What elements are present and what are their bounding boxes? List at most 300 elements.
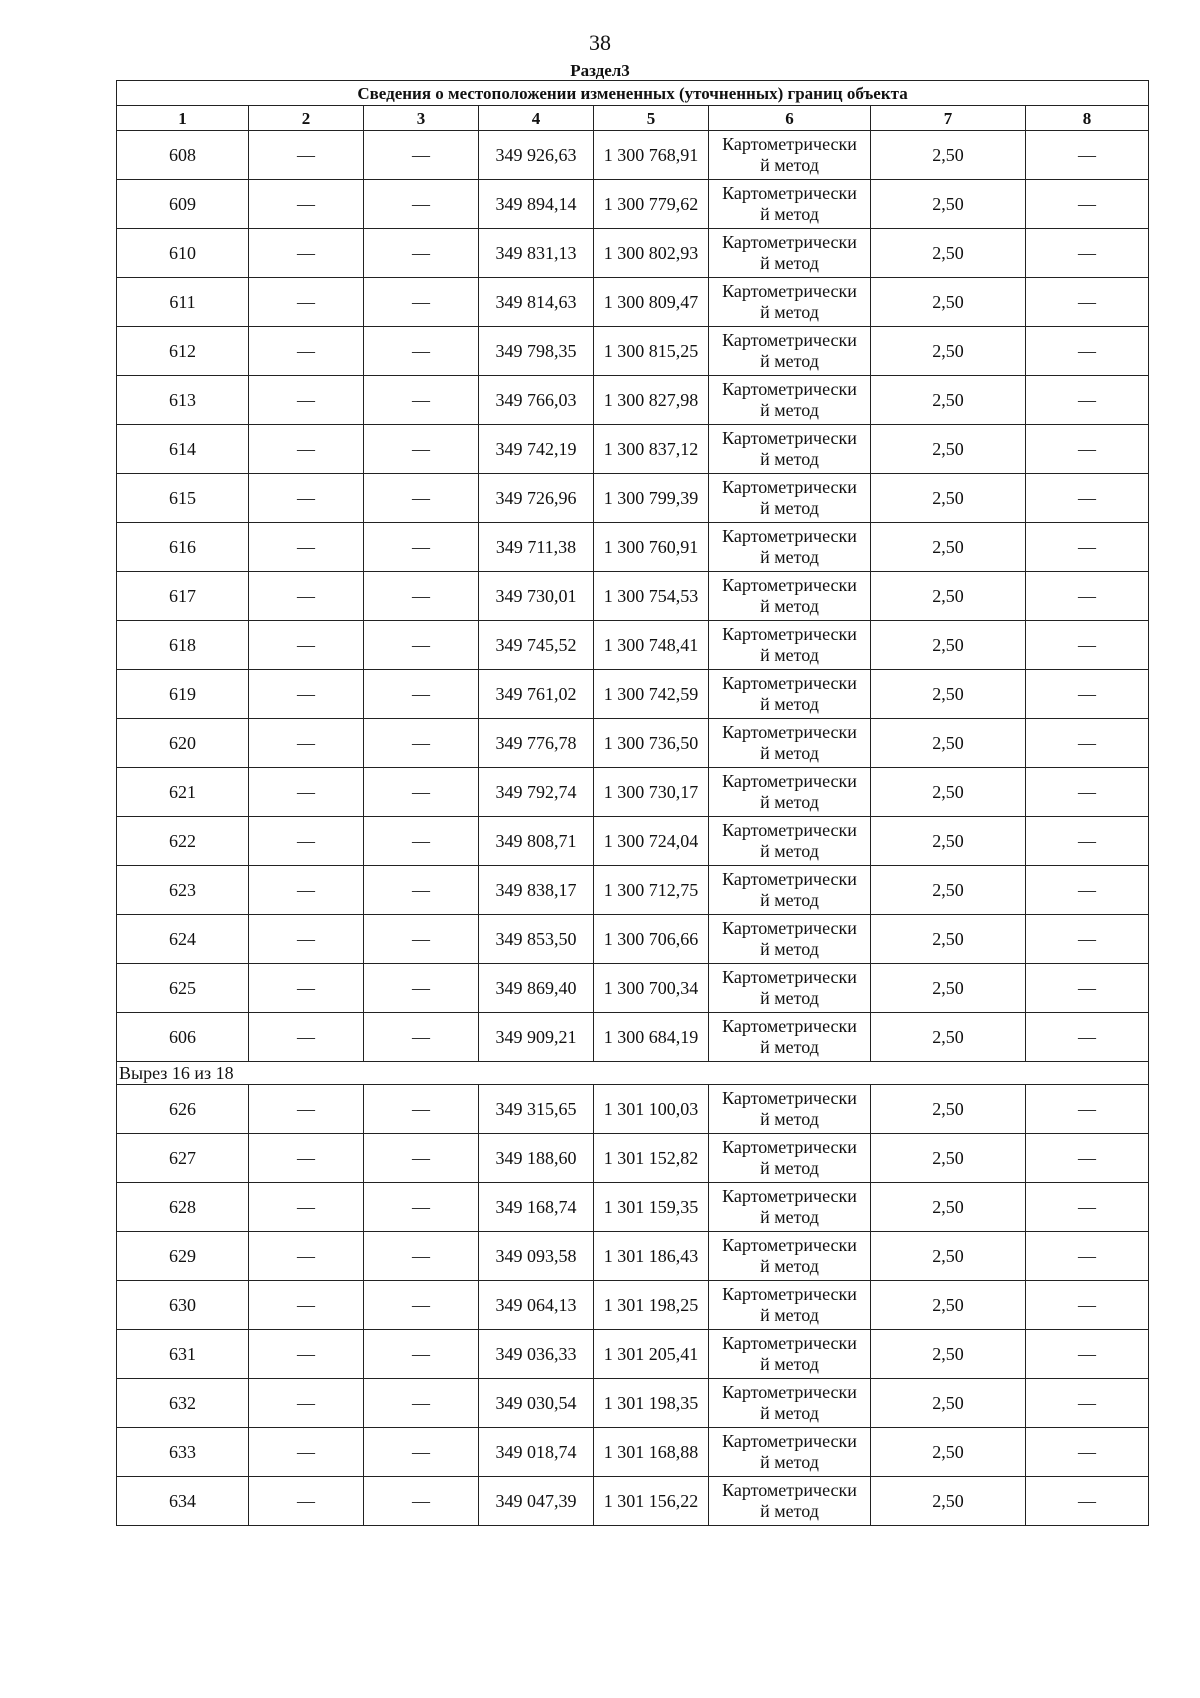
method-text-line2: й метод <box>760 547 819 567</box>
column-3-cell: — <box>364 1428 479 1477</box>
coordinate-y-cell: 1 300 779,62 <box>594 180 709 229</box>
method-text-line1: Картометрически <box>722 1088 857 1108</box>
point-number-cell: 627 <box>117 1134 249 1183</box>
coordinate-x-cell: 349 776,78 <box>479 719 594 768</box>
table-row <box>117 621 1149 670</box>
column-8-cell: — <box>1026 915 1149 964</box>
column-2-cell: — <box>249 1281 364 1330</box>
method-text-line1: Картометрически <box>722 183 857 203</box>
column-3-cell: — <box>364 180 479 229</box>
column-2-cell: — <box>249 1330 364 1379</box>
method-text-line1: Картометрически <box>722 1137 857 1157</box>
table-row <box>117 474 1149 523</box>
point-number-cell: 610 <box>117 229 249 278</box>
coordinate-y-cell: 1 300 748,41 <box>594 621 709 670</box>
column-8-cell: — <box>1026 278 1149 327</box>
column-3-cell: — <box>364 131 479 180</box>
method-text-line1: Картометрически <box>722 379 857 399</box>
column-3-cell: — <box>364 523 479 572</box>
point-number-cell: 630 <box>117 1281 249 1330</box>
column-3-cell: — <box>364 817 479 866</box>
method-text-line2: й метод <box>760 596 819 616</box>
point-number-cell: 608 <box>117 131 249 180</box>
table-row <box>117 817 1149 866</box>
method-text-line1: Картометрически <box>722 575 857 595</box>
table-row <box>117 229 1149 278</box>
method-cell <box>709 1013 871 1062</box>
column-3-cell: — <box>364 1330 479 1379</box>
column-3-cell: — <box>364 1013 479 1062</box>
method-cell <box>709 719 871 768</box>
column-3-cell: — <box>364 1281 479 1330</box>
method-cell <box>709 131 871 180</box>
point-number-cell: 612 <box>117 327 249 376</box>
coordinate-y-cell: 1 301 152,82 <box>594 1134 709 1183</box>
method-cell <box>709 621 871 670</box>
column-2-cell: — <box>249 1183 364 1232</box>
coordinate-x-cell: 349 745,52 <box>479 621 594 670</box>
cutout-row <box>117 1062 1149 1085</box>
coordinate-y-cell: 1 300 802,93 <box>594 229 709 278</box>
coordinate-x-cell: 349 798,35 <box>479 327 594 376</box>
column-3-cell: — <box>364 1134 479 1183</box>
column-2-cell: — <box>249 1428 364 1477</box>
coordinate-x-cell: 349 853,50 <box>479 915 594 964</box>
method-text-line2: й метод <box>760 1501 819 1521</box>
coordinate-x-cell: 349 730,01 <box>479 572 594 621</box>
table-row <box>117 1013 1149 1062</box>
coordinate-y-cell: 1 300 768,91 <box>594 131 709 180</box>
method-cell <box>709 866 871 915</box>
column-2-cell: — <box>249 1134 364 1183</box>
method-text-line2: й метод <box>760 743 819 763</box>
method-text-line1: Картометрически <box>722 281 857 301</box>
table-row <box>117 964 1149 1013</box>
method-cell <box>709 474 871 523</box>
coordinate-x-cell: 349 726,96 <box>479 474 594 523</box>
method-cell <box>709 964 871 1013</box>
column-2-cell: — <box>249 376 364 425</box>
coordinate-y-cell: 1 301 198,25 <box>594 1281 709 1330</box>
coordinate-x-cell: 349 093,58 <box>479 1232 594 1281</box>
table-row <box>117 1379 1149 1428</box>
column-8-cell: — <box>1026 768 1149 817</box>
column-2-cell: — <box>249 1477 364 1526</box>
coordinate-y-cell: 1 301 159,35 <box>594 1183 709 1232</box>
method-cell <box>709 1330 871 1379</box>
column-3-cell: — <box>364 278 479 327</box>
point-number-cell: 614 <box>117 425 249 474</box>
point-number-cell: 621 <box>117 768 249 817</box>
method-text-line2: й метод <box>760 253 819 273</box>
method-text-line2: й метод <box>760 1452 819 1472</box>
column-3-cell: — <box>364 1183 479 1232</box>
column-3-cell: — <box>364 670 479 719</box>
point-number-cell: 628 <box>117 1183 249 1232</box>
column-2-cell: — <box>249 670 364 719</box>
table-caption-row <box>117 81 1149 106</box>
point-number-cell: 631 <box>117 1330 249 1379</box>
coordinate-x-cell: 349 711,38 <box>479 523 594 572</box>
method-text-line2: й метод <box>760 645 819 665</box>
column-3-cell: — <box>364 425 479 474</box>
coordinate-y-cell: 1 300 712,75 <box>594 866 709 915</box>
coordinate-x-cell: 349 926,63 <box>479 131 594 180</box>
accuracy-cell: 2,50 <box>871 229 1026 278</box>
method-text-line2: й метод <box>760 1158 819 1178</box>
coordinate-y-cell: 1 300 827,98 <box>594 376 709 425</box>
method-text-line1: Картометрически <box>722 330 857 350</box>
column-header: 8 <box>1026 106 1149 131</box>
method-text-line2: й метод <box>760 204 819 224</box>
column-2-cell: — <box>249 817 364 866</box>
point-number-cell: 634 <box>117 1477 249 1526</box>
method-text-line2: й метод <box>760 155 819 175</box>
coordinate-x-cell: 349 808,71 <box>479 817 594 866</box>
column-3-cell: — <box>364 768 479 817</box>
coordinate-y-cell: 1 301 156,22 <box>594 1477 709 1526</box>
column-8-cell: — <box>1026 1013 1149 1062</box>
accuracy-cell: 2,50 <box>871 670 1026 719</box>
column-3-cell: — <box>364 915 479 964</box>
column-3-cell: — <box>364 1379 479 1428</box>
accuracy-cell: 2,50 <box>871 1085 1026 1134</box>
method-text-line2: й метод <box>760 1109 819 1129</box>
table-row <box>117 180 1149 229</box>
column-3-cell: — <box>364 866 479 915</box>
accuracy-cell: 2,50 <box>871 376 1026 425</box>
accuracy-cell: 2,50 <box>871 180 1026 229</box>
method-text-line2: й метод <box>760 890 819 910</box>
table-row <box>117 523 1149 572</box>
table-row <box>117 278 1149 327</box>
column-8-cell: — <box>1026 719 1149 768</box>
column-header: 1 <box>117 106 249 131</box>
column-2-cell: — <box>249 180 364 229</box>
method-cell <box>709 817 871 866</box>
table-row <box>117 719 1149 768</box>
column-2-cell: — <box>249 1379 364 1428</box>
column-3-cell: — <box>364 719 479 768</box>
coordinate-y-cell: 1 300 754,53 <box>594 572 709 621</box>
point-number-cell: 626 <box>117 1085 249 1134</box>
point-number-cell: 616 <box>117 523 249 572</box>
accuracy-cell: 2,50 <box>871 866 1026 915</box>
table-row <box>117 1281 1149 1330</box>
method-text-line2: й метод <box>760 988 819 1008</box>
column-2-cell: — <box>249 1232 364 1281</box>
coordinate-x-cell: 349 831,13 <box>479 229 594 278</box>
method-cell <box>709 180 871 229</box>
point-number-cell: 615 <box>117 474 249 523</box>
coordinate-y-cell: 1 300 736,50 <box>594 719 709 768</box>
method-cell <box>709 1183 871 1232</box>
method-text-line1: Картометрически <box>722 673 857 693</box>
column-8-cell: — <box>1026 964 1149 1013</box>
coordinate-x-cell: 349 909,21 <box>479 1013 594 1062</box>
method-text-line1: Картометрически <box>722 1382 857 1402</box>
method-cell <box>709 1134 871 1183</box>
method-text-line1: Картометрически <box>722 1333 857 1353</box>
column-2-cell: — <box>249 621 364 670</box>
method-text-line2: й метод <box>760 498 819 518</box>
column-2-cell: — <box>249 964 364 1013</box>
coordinate-y-cell: 1 301 205,41 <box>594 1330 709 1379</box>
column-8-cell: — <box>1026 180 1149 229</box>
point-number-cell: 629 <box>117 1232 249 1281</box>
table-row <box>117 1183 1149 1232</box>
column-8-cell: — <box>1026 1183 1149 1232</box>
point-number-cell: 624 <box>117 915 249 964</box>
coordinate-x-cell: 349 064,13 <box>479 1281 594 1330</box>
column-3-cell: — <box>364 1477 479 1526</box>
point-number-cell: 611 <box>117 278 249 327</box>
method-text-line1: Картометрически <box>722 1186 857 1206</box>
method-cell <box>709 376 871 425</box>
cutout-label: Вырез 16 из 18 <box>117 1062 1149 1085</box>
column-2-cell: — <box>249 327 364 376</box>
coordinate-y-cell: 1 300 809,47 <box>594 278 709 327</box>
column-2-cell: — <box>249 523 364 572</box>
column-8-cell: — <box>1026 1134 1149 1183</box>
column-2-cell: — <box>249 768 364 817</box>
method-cell <box>709 425 871 474</box>
accuracy-cell: 2,50 <box>871 327 1026 376</box>
point-number-cell: 625 <box>117 964 249 1013</box>
column-2-cell: — <box>249 866 364 915</box>
method-text-line1: Картометрически <box>722 722 857 742</box>
method-text-line2: й метод <box>760 302 819 322</box>
column-header: 7 <box>871 106 1026 131</box>
method-cell <box>709 670 871 719</box>
coordinate-x-cell: 349 761,02 <box>479 670 594 719</box>
column-8-cell: — <box>1026 327 1149 376</box>
method-text-line1: Картометрически <box>722 1016 857 1036</box>
method-text-line1: Картометрически <box>722 1431 857 1451</box>
method-cell <box>709 915 871 964</box>
table-row <box>117 1330 1149 1379</box>
method-text-line1: Картометрически <box>722 771 857 791</box>
method-cell <box>709 1085 871 1134</box>
section-title: Раздел3 <box>570 61 630 80</box>
accuracy-cell: 2,50 <box>871 621 1026 670</box>
column-2-cell: — <box>249 1013 364 1062</box>
accuracy-cell: 2,50 <box>871 915 1026 964</box>
column-8-cell: — <box>1026 523 1149 572</box>
point-number-cell: 618 <box>117 621 249 670</box>
table-row <box>117 572 1149 621</box>
point-number-cell: 622 <box>117 817 249 866</box>
point-number-cell: 613 <box>117 376 249 425</box>
column-3-cell: — <box>364 327 479 376</box>
method-cell <box>709 278 871 327</box>
column-8-cell: — <box>1026 621 1149 670</box>
column-2-cell: — <box>249 278 364 327</box>
coordinate-y-cell: 1 300 742,59 <box>594 670 709 719</box>
coordinate-y-cell: 1 301 186,43 <box>594 1232 709 1281</box>
point-number-cell: 632 <box>117 1379 249 1428</box>
method-cell <box>709 1281 871 1330</box>
method-text-line2: й метод <box>760 1354 819 1374</box>
table-row <box>117 131 1149 180</box>
method-text-line2: й метод <box>760 449 819 469</box>
accuracy-cell: 2,50 <box>871 1013 1026 1062</box>
table-row <box>117 915 1149 964</box>
table-row <box>117 376 1149 425</box>
column-8-cell: — <box>1026 1428 1149 1477</box>
method-cell <box>709 1379 871 1428</box>
method-text-line2: й метод <box>760 351 819 371</box>
column-3-cell: — <box>364 1232 479 1281</box>
page-number: 38 <box>589 30 611 55</box>
column-8-cell: — <box>1026 474 1149 523</box>
point-number-cell: 620 <box>117 719 249 768</box>
method-cell <box>709 327 871 376</box>
method-text-line2: й метод <box>760 841 819 861</box>
column-8-cell: — <box>1026 1232 1149 1281</box>
coordinate-x-cell: 349 766,03 <box>479 376 594 425</box>
column-header: 3 <box>364 106 479 131</box>
column-3-cell: — <box>364 229 479 278</box>
method-text-line2: й метод <box>760 792 819 812</box>
method-text-line1: Картометрически <box>722 624 857 644</box>
coordinate-x-cell: 349 315,65 <box>479 1085 594 1134</box>
column-3-cell: — <box>364 964 479 1013</box>
method-cell <box>709 523 871 572</box>
coordinate-y-cell: 1 301 100,03 <box>594 1085 709 1134</box>
coordinate-y-cell: 1 300 799,39 <box>594 474 709 523</box>
column-8-cell: — <box>1026 1379 1149 1428</box>
method-cell <box>709 572 871 621</box>
coordinate-y-cell: 1 300 684,19 <box>594 1013 709 1062</box>
column-2-cell: — <box>249 572 364 621</box>
coordinate-x-cell: 349 047,39 <box>479 1477 594 1526</box>
column-8-cell: — <box>1026 1330 1149 1379</box>
table-row <box>117 768 1149 817</box>
table-caption: Сведения о местоположении измененных (уточненных) границ объекта <box>117 81 1149 106</box>
table-row <box>117 1085 1149 1134</box>
method-text-line1: Картометрически <box>722 526 857 546</box>
method-cell <box>709 229 871 278</box>
accuracy-cell: 2,50 <box>871 278 1026 327</box>
accuracy-cell: 2,50 <box>871 719 1026 768</box>
coordinate-y-cell: 1 300 700,34 <box>594 964 709 1013</box>
point-number-cell: 617 <box>117 572 249 621</box>
coordinate-x-cell: 349 742,19 <box>479 425 594 474</box>
column-8-cell: — <box>1026 1281 1149 1330</box>
coordinate-y-cell: 1 301 198,35 <box>594 1379 709 1428</box>
column-2-cell: — <box>249 719 364 768</box>
column-8-cell: — <box>1026 1477 1149 1526</box>
point-number-cell: 609 <box>117 180 249 229</box>
column-header: 6 <box>709 106 871 131</box>
coordinate-x-cell: 349 869,40 <box>479 964 594 1013</box>
method-text-line1: Картометрически <box>722 428 857 448</box>
method-text-line1: Картометрически <box>722 1480 857 1500</box>
method-text-line2: й метод <box>760 1037 819 1057</box>
table-row <box>117 1428 1149 1477</box>
coordinate-x-cell: 349 792,74 <box>479 768 594 817</box>
table-row <box>117 327 1149 376</box>
method-cell <box>709 1477 871 1526</box>
accuracy-cell: 2,50 <box>871 1232 1026 1281</box>
column-2-cell: — <box>249 474 364 523</box>
coordinate-y-cell: 1 300 730,17 <box>594 768 709 817</box>
column-3-cell: — <box>364 621 479 670</box>
column-3-cell: — <box>364 1085 479 1134</box>
table-row <box>117 866 1149 915</box>
method-text-line1: Картометрически <box>722 477 857 497</box>
method-cell <box>709 1232 871 1281</box>
method-text-line2: й метод <box>760 400 819 420</box>
accuracy-cell: 2,50 <box>871 425 1026 474</box>
column-header: 5 <box>594 106 709 131</box>
coordinate-y-cell: 1 300 815,25 <box>594 327 709 376</box>
column-8-cell: — <box>1026 572 1149 621</box>
column-2-cell: — <box>249 425 364 474</box>
accuracy-cell: 2,50 <box>871 1428 1026 1477</box>
accuracy-cell: 2,50 <box>871 1183 1026 1232</box>
point-number-cell: 606 <box>117 1013 249 1062</box>
coordinate-x-cell: 349 030,54 <box>479 1379 594 1428</box>
column-8-cell: — <box>1026 425 1149 474</box>
column-2-cell: — <box>249 1085 364 1134</box>
method-text-line2: й метод <box>760 1207 819 1227</box>
point-number-cell: 623 <box>117 866 249 915</box>
method-text-line2: й метод <box>760 1256 819 1276</box>
table-row <box>117 670 1149 719</box>
method-text-line1: Картометрически <box>722 967 857 987</box>
column-8-cell: — <box>1026 376 1149 425</box>
column-3-cell: — <box>364 572 479 621</box>
accuracy-cell: 2,50 <box>871 964 1026 1013</box>
coordinate-y-cell: 1 300 724,04 <box>594 817 709 866</box>
column-header: 4 <box>479 106 594 131</box>
method-text-line2: й метод <box>760 694 819 714</box>
column-header-row <box>117 106 1149 131</box>
point-number-cell: 633 <box>117 1428 249 1477</box>
column-2-cell: — <box>249 915 364 964</box>
point-number-cell: 619 <box>117 670 249 719</box>
coordinate-x-cell: 349 838,17 <box>479 866 594 915</box>
accuracy-cell: 2,50 <box>871 523 1026 572</box>
accuracy-cell: 2,50 <box>871 474 1026 523</box>
coordinate-y-cell: 1 300 760,91 <box>594 523 709 572</box>
column-8-cell: — <box>1026 1085 1149 1134</box>
column-8-cell: — <box>1026 131 1149 180</box>
coordinate-x-cell: 349 018,74 <box>479 1428 594 1477</box>
accuracy-cell: 2,50 <box>871 1379 1026 1428</box>
coordinate-x-cell: 349 188,60 <box>479 1134 594 1183</box>
coordinate-y-cell: 1 300 837,12 <box>594 425 709 474</box>
method-text-line1: Картометрически <box>722 1284 857 1304</box>
method-cell <box>709 768 871 817</box>
accuracy-cell: 2,50 <box>871 572 1026 621</box>
accuracy-cell: 2,50 <box>871 1134 1026 1183</box>
column-8-cell: — <box>1026 670 1149 719</box>
method-text-line1: Картометрически <box>722 134 857 154</box>
accuracy-cell: 2,50 <box>871 1477 1026 1526</box>
column-8-cell: — <box>1026 229 1149 278</box>
table-row <box>117 425 1149 474</box>
coordinate-x-cell: 349 894,14 <box>479 180 594 229</box>
column-8-cell: — <box>1026 817 1149 866</box>
column-3-cell: — <box>364 474 479 523</box>
column-8-cell: — <box>1026 866 1149 915</box>
accuracy-cell: 2,50 <box>871 1281 1026 1330</box>
coordinate-x-cell: 349 168,74 <box>479 1183 594 1232</box>
accuracy-cell: 2,50 <box>871 768 1026 817</box>
